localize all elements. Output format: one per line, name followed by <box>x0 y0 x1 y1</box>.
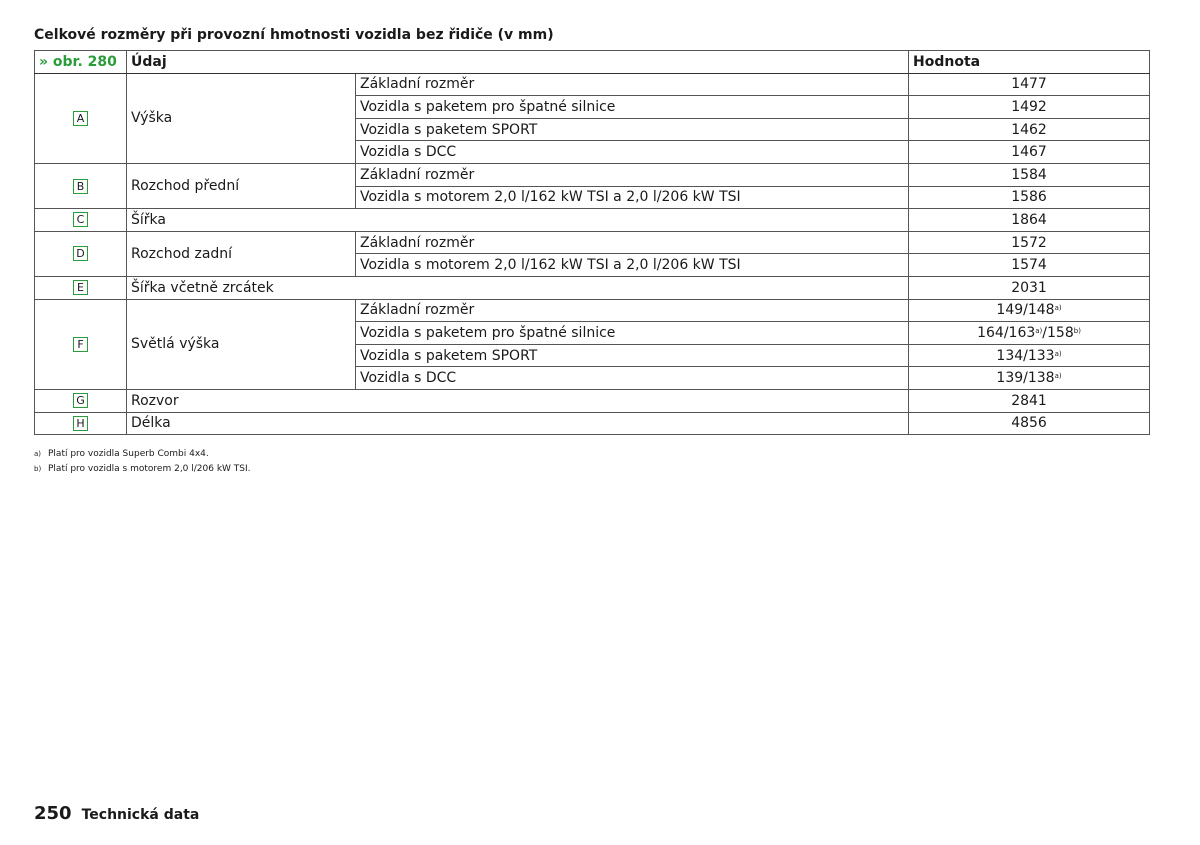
sub-label: Základní rozměr <box>356 299 909 322</box>
value-cell: 1462 <box>909 118 1150 141</box>
figure-reference-link[interactable]: » obr. 280 <box>35 51 127 74</box>
dimension-marker-e: E <box>73 280 88 295</box>
footnote-text: Platí pro vozidla s motorem 2,0 l/206 kW TSI. <box>48 464 251 474</box>
footnote-item <box>34 447 251 462</box>
page-footer <box>34 803 199 824</box>
sub-label: Vozidla s paketem pro špatné silnice <box>356 96 909 119</box>
value-cell: 1574 <box>909 254 1150 277</box>
row-label: Rozvor <box>127 389 909 412</box>
dimension-marker-c: C <box>73 212 88 227</box>
table-row <box>35 412 1150 435</box>
row-label: Výška <box>127 73 356 163</box>
footnote-text: Platí pro vozidla Superb Combi 4x4. <box>48 449 209 459</box>
sub-label: Vozidla s DCC <box>356 367 909 390</box>
value-cell: 139/138$^{a)}$ <box>909 367 1150 390</box>
dimension-marker-d: D <box>73 246 88 261</box>
footnote-mark: a) <box>34 450 42 458</box>
sub-label: Vozidla s paketem SPORT <box>356 118 909 141</box>
table-row <box>35 163 1150 186</box>
table-row <box>35 276 1150 299</box>
footnote-ref[interactable]: a) <box>1054 372 1062 381</box>
footnotes <box>34 447 251 477</box>
sub-label: Základní rozměr <box>356 73 909 96</box>
value-cell: 2031 <box>909 276 1150 299</box>
value-cell: 4856 <box>909 412 1150 435</box>
dimension-marker-h: H <box>73 416 88 431</box>
footnote-ref[interactable]: a) <box>1035 326 1043 335</box>
table-row <box>35 209 1150 232</box>
value-cell: 1492 <box>909 96 1150 119</box>
value-cell: 149/148$^{a)}$ <box>909 299 1150 322</box>
sub-label: Vozidla s DCC <box>356 141 909 164</box>
value-cell: 134/133$^{a)}$ <box>909 344 1150 367</box>
section-title: Technická data <box>81 807 200 823</box>
value-cell: 2841 <box>909 389 1150 412</box>
sub-label: Vozidla s motorem 2,0 l/162 kW TSI a 2,0 l/206 kW TSI <box>356 186 909 209</box>
footnote-ref[interactable]: b) <box>1073 326 1081 335</box>
dimension-marker-g: G <box>73 393 88 408</box>
sub-label: Vozidla s motorem 2,0 l/162 kW TSI a 2,0 l/206 kW TSI <box>356 254 909 277</box>
row-label: Šířka <box>127 209 909 232</box>
value-cell: 1467 <box>909 141 1150 164</box>
footnote-item <box>34 462 251 477</box>
table-title: Celkové rozměry při provozní hmotnosti vozidla bez řidiče (v mm) <box>34 27 554 43</box>
dimension-marker-a: A <box>73 111 88 126</box>
row-label: Šířka včetně zrcátek <box>127 276 909 299</box>
table-row <box>35 231 1150 254</box>
sub-label: Vozidla s paketem pro špatné silnice <box>356 322 909 345</box>
value-cell: 1477 <box>909 73 1150 96</box>
value-cell: 1864 <box>909 209 1150 232</box>
value-cell: 164/163$^{a)}$/158$^{b)}$ <box>909 322 1150 345</box>
footnote-mark: b) <box>34 465 42 473</box>
value-cell: 1572 <box>909 231 1150 254</box>
header-label: Údaj <box>127 51 909 74</box>
table-row <box>35 389 1150 412</box>
dimension-marker-f: F <box>73 337 88 352</box>
sub-label: Vozidla s paketem SPORT <box>356 344 909 367</box>
table-header-row <box>35 51 1150 74</box>
value-cell: 1586 <box>909 186 1150 209</box>
table-row <box>35 299 1150 322</box>
row-label: Rozchod přední <box>127 163 356 208</box>
footnote-ref[interactable]: a) <box>1054 304 1062 313</box>
dimension-marker-b: B <box>73 179 88 194</box>
value-cell: 1584 <box>909 163 1150 186</box>
header-value: Hodnota <box>909 51 1150 74</box>
footnote-ref[interactable]: a) <box>1054 349 1062 358</box>
sub-label: Základní rozměr <box>356 163 909 186</box>
sub-label: Základní rozměr <box>356 231 909 254</box>
table-row <box>35 73 1150 96</box>
page-number: 250 <box>34 803 72 824</box>
row-label: Rozchod zadní <box>127 231 356 276</box>
row-label: Světlá výška <box>127 299 356 389</box>
row-label: Délka <box>127 412 909 435</box>
dimensions-table <box>34 50 1150 435</box>
